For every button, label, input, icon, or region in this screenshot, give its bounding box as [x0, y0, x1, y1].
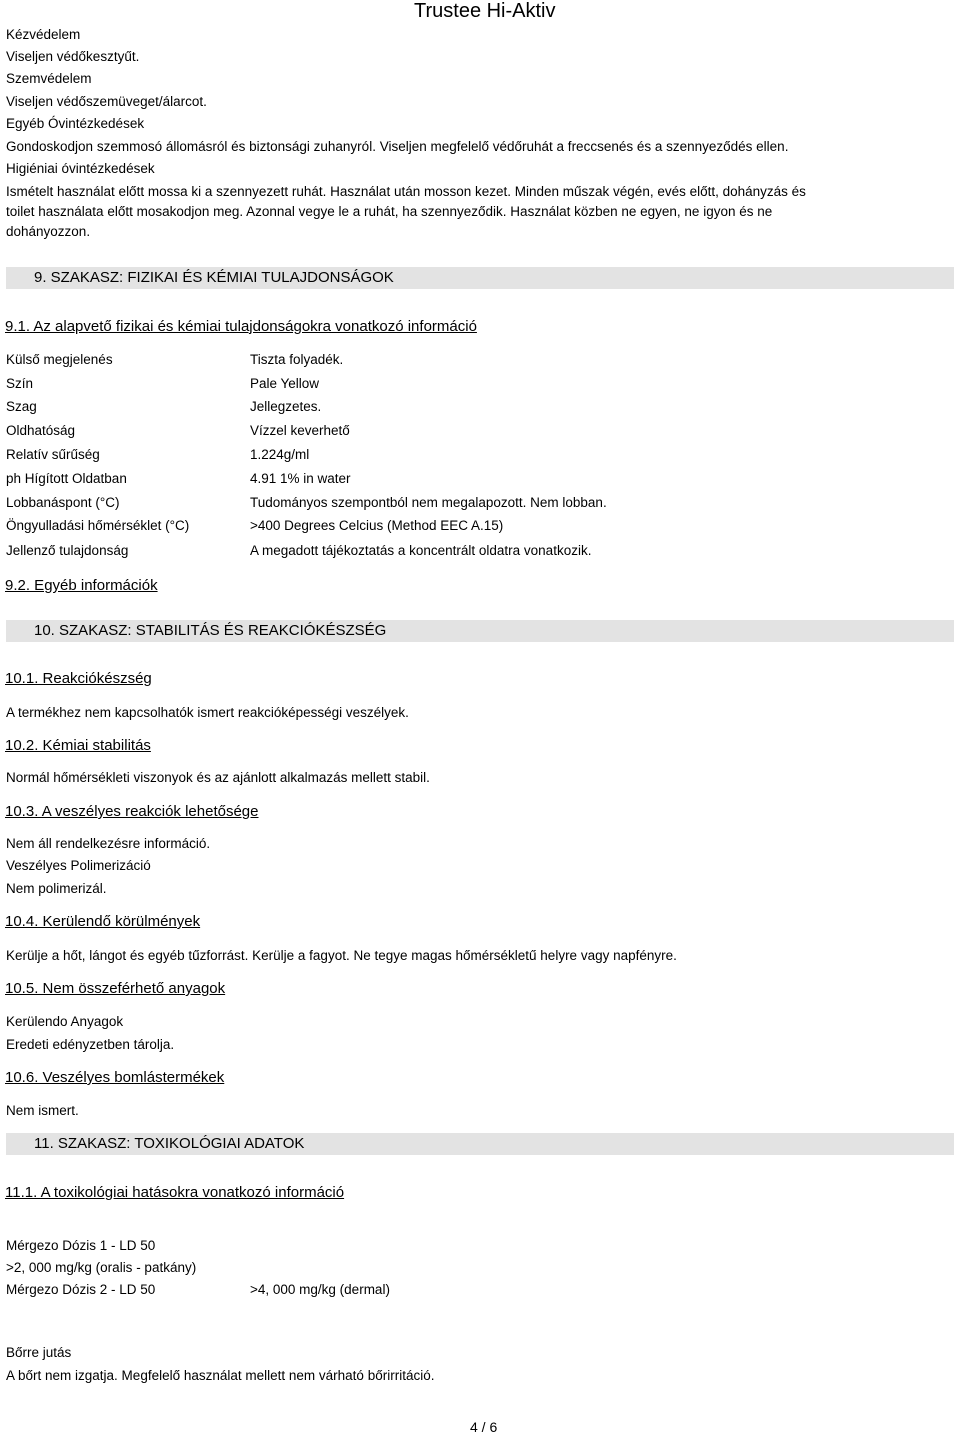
- hygiene-line: Ismételt használat előtt mossa ki a szennyezett ruhát. Használat után mosson kezet. Minden műszak végén, evés előtt, dohányzás és: [6, 184, 806, 199]
- incompatible-materials-label: Kerülendo Anyagok: [6, 1014, 124, 1029]
- property-value: A megadott tájékoztatás a koncentrált oldatra vonatkozik.: [250, 543, 592, 558]
- hand-protection-text: Viseljen védőkesztyűt.: [6, 49, 140, 64]
- section-10-1-heading: 10.1. Reakciókészség: [5, 670, 152, 687]
- polymerization-value: Nem polimerizál.: [6, 881, 107, 896]
- hygiene-heading: Higiéniai óvintézkedések: [6, 161, 155, 176]
- section-9-2-heading: 9.2. Egyéb információk: [5, 577, 158, 594]
- dose-2-label: Mérgezo Dózis 2 - LD 50: [6, 1282, 156, 1297]
- hazardous-reactions-text: Nem áll rendelkezésre információ.: [6, 836, 211, 851]
- product-title: Trustee Hi-Aktiv: [414, 0, 556, 22]
- property-label: Szag: [6, 399, 37, 414]
- hygiene-line: toilet használata előtt mosakodjon meg. Azonnal vegye le a ruhát, ha szennyeződik. Használat közben ne egyen, ne igyon és ne: [6, 204, 773, 219]
- property-label: Szín: [6, 376, 34, 391]
- skin-contact-value: A bőrt nem izgatja. Megfelelő használat mellett nem várható bőrirritáció.: [6, 1368, 435, 1383]
- property-label: Jellenző tulajdonság: [6, 543, 129, 558]
- polymerization-label: Veszélyes Polimerizáció: [6, 858, 151, 873]
- stability-text: Normál hőmérsékleti viszonyok és az ajánlott alkalmazás mellett stabil.: [6, 770, 430, 785]
- property-value: Tudományos szempontból nem megalapozott. Nem lobban.: [250, 495, 607, 510]
- property-value: Pale Yellow: [250, 376, 320, 391]
- section-10-5-heading: 10.5. Nem összeférhető anyagok: [5, 980, 226, 997]
- reactivity-text: A termékhez nem kapcsolhatók ismert reakcióképességi veszélyek.: [6, 705, 409, 720]
- section-10-2-heading: 10.2. Kémiai stabilitás: [5, 737, 151, 754]
- property-value: Tiszta folyadék.: [250, 352, 344, 367]
- decomposition-products-text: Nem ismert.: [6, 1103, 79, 1118]
- property-label: Oldhatóság: [6, 423, 76, 438]
- conditions-to-avoid-text: Kerülje a hőt, lángot és egyéb tűzforrást. Kerülje a fagyot. Ne tegye magas hőmérsékletű helyre vagy napfényre.: [6, 948, 677, 963]
- other-precautions-text: Gondoskodjon szemmosó állomásról és biztonsági zuhanyról. Viseljen megfelelő védőruhát a freccsenés és a szennyeződés ellen.: [6, 139, 789, 154]
- hygiene-line: dohányozzon.: [6, 224, 91, 239]
- dose-2-value: >4, 000 mg/kg (dermal): [250, 1282, 390, 1297]
- property-value: 1.224g/ml: [250, 447, 310, 462]
- section-9-heading: 9. SZAKASZ: FIZIKAI ÉS KÉMIAI TULAJDONSÁGOK: [6, 267, 954, 289]
- section-11-1-heading: 11.1. A toxikológiai hatásokra vonatkozó információ: [5, 1184, 345, 1201]
- section-11-heading: 11. SZAKASZ: TOXIKOLÓGIAI ADATOK: [6, 1133, 954, 1155]
- section-10-3-heading: 10.3. A veszélyes reakciók lehetősége: [5, 803, 259, 820]
- skin-contact-label: Bőrre jutás: [6, 1345, 72, 1360]
- property-label: Külső megjelenés: [6, 352, 113, 367]
- page-number: 4 / 6: [470, 1419, 498, 1435]
- section-10-4-heading: 10.4. Kerülendő körülmények: [5, 913, 201, 930]
- property-value: Jellegzetes.: [250, 399, 322, 414]
- property-label: ph Hígított Oldatban: [6, 471, 127, 486]
- property-label: Lobbanáspont (°C): [6, 495, 120, 510]
- hand-protection-heading: Kézvédelem: [6, 27, 81, 42]
- dose-1-label: Mérgezo Dózis 1 - LD 50: [6, 1238, 156, 1253]
- other-precautions-heading: Egyéb Óvintézkedések: [6, 116, 145, 131]
- dose-1-value: >2, 000 mg/kg (oralis - patkány): [6, 1260, 197, 1275]
- property-value: >400 Degrees Celcius (Method EEC A.15): [250, 518, 504, 533]
- incompatible-materials-value: Eredeti edényzetben tárolja.: [6, 1037, 175, 1052]
- section-9-1-heading: 9.1. Az alapvető fizikai és kémiai tulajdonságokra vonatkozó információ: [5, 318, 477, 335]
- property-value: Vízzel keverhető: [250, 423, 350, 438]
- eye-protection-heading: Szemvédelem: [6, 71, 92, 86]
- eye-protection-text: Viseljen védőszemüveget/álarcot.: [6, 94, 207, 109]
- property-label: Öngyulladási hőmérséklet (°C): [6, 518, 190, 533]
- section-10-6-heading: 10.6. Veszélyes bomlástermékek: [5, 1069, 225, 1086]
- property-label: Relatív sűrűség: [6, 447, 100, 462]
- section-10-heading: 10. SZAKASZ: STABILITÁS ÉS REAKCIÓKÉSZSÉG: [6, 620, 954, 642]
- property-value: 4.91 1% in water: [250, 471, 351, 486]
